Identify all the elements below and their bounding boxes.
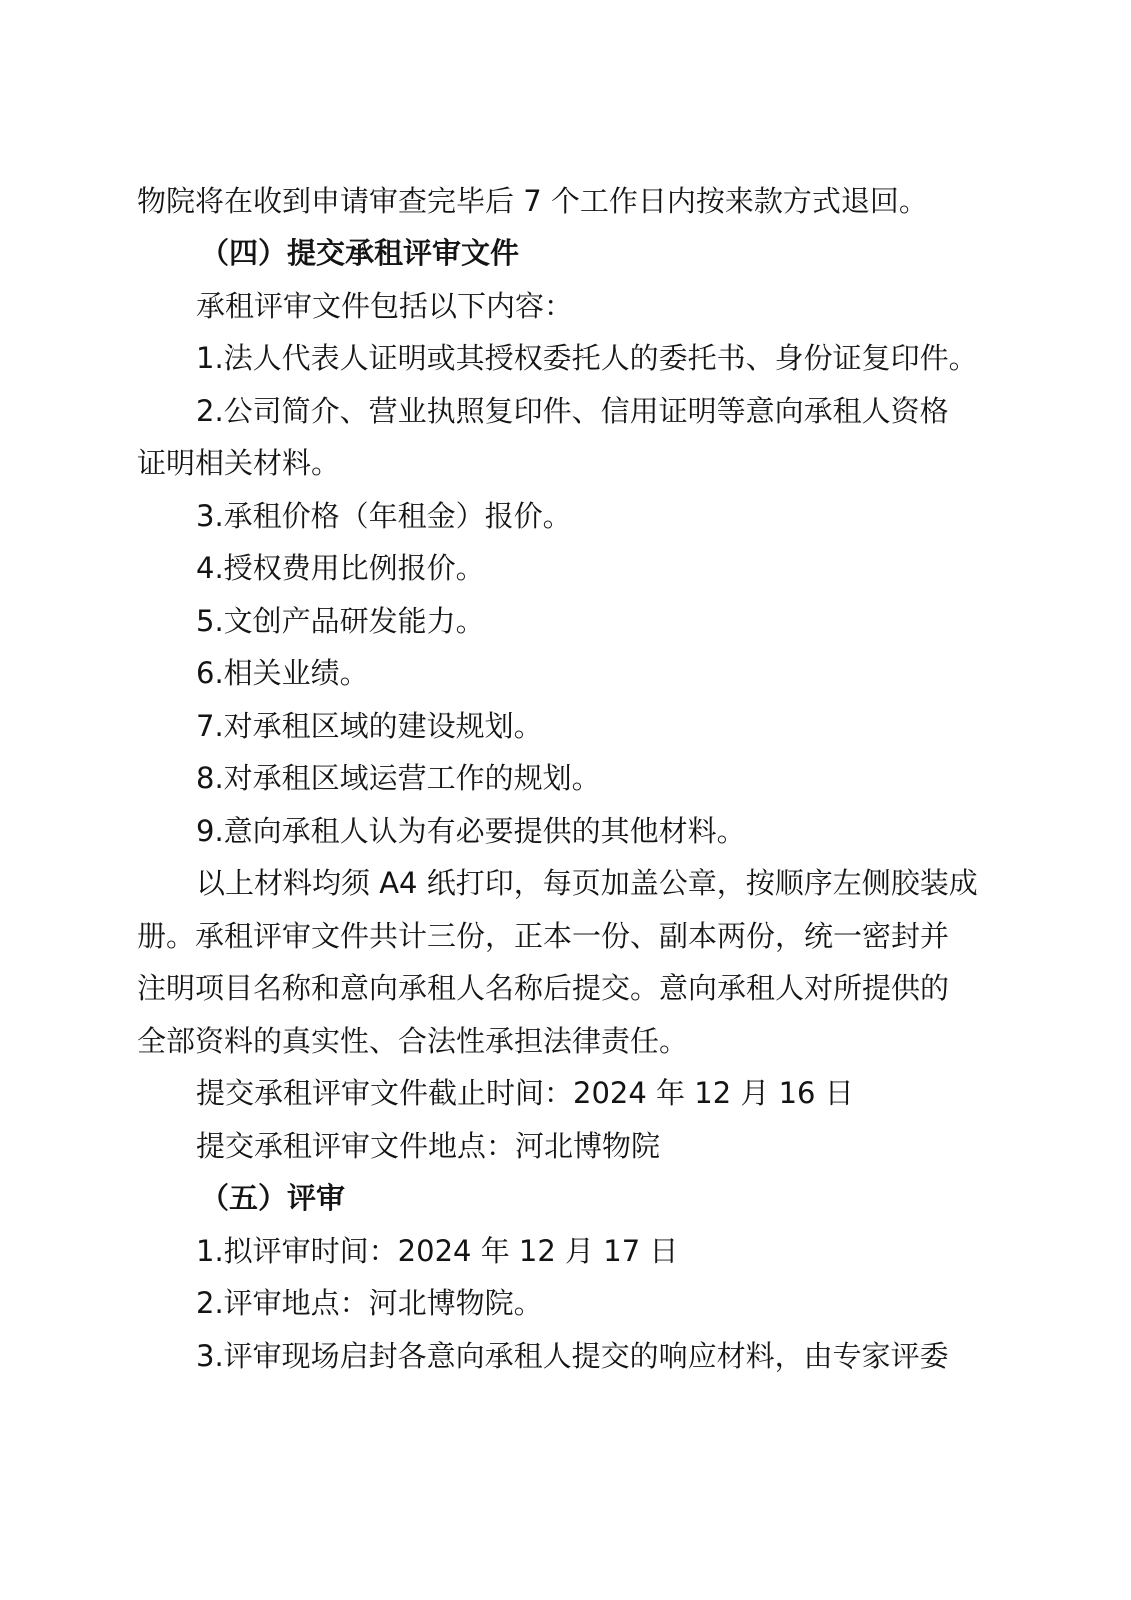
list-item-1: 1.法人代表人证明或其授权委托人的委托书、身份证复印件。	[196, 341, 978, 375]
list-item-2-continuation: 证明相关材料。	[137, 446, 341, 480]
list-item-3: 3.承租价格（年租金）报价。	[196, 499, 572, 533]
list-item-6: 6.相关业绩。	[196, 656, 369, 690]
section-heading-5: （五）评审	[200, 1181, 346, 1215]
review-item-3: 3.评审现场启封各意向承租人提交的响应材料，由专家评委	[196, 1339, 949, 1373]
review-item-1: 1.拟评审时间：2024 年 12 月 17 日	[196, 1234, 679, 1268]
list-item-8: 8.对承租区域运营工作的规划。	[196, 761, 601, 795]
list-item-7: 7.对承租区域的建设规划。	[196, 709, 543, 743]
list-item-2: 2.公司简介、营业执照复印件、信用证明等意向承租人资格	[196, 394, 949, 428]
paragraph-materials-line-4: 全部资料的真实性、合法性承担法律责任。	[137, 1024, 689, 1058]
list-item-5: 5.文创产品研发能力。	[196, 604, 485, 638]
paragraph-continuation-line: 物院将在收到申请审查完毕后 7 个工作日内按来款方式退回。	[137, 184, 928, 218]
paragraph-intro: 承租评审文件包括以下内容：	[196, 289, 574, 323]
paragraph-materials-line-2: 册。承租评审文件共计三份，正本一份、副本两份，统一密封并	[137, 919, 950, 953]
review-item-2: 2.评审地点：河北博物院。	[196, 1286, 543, 1320]
list-item-4: 4.授权费用比例报价。	[196, 551, 485, 585]
deadline-line: 提交承租评审文件截止时间：2024 年 12 月 16 日	[196, 1076, 854, 1110]
section-heading-4: （四）提交承租评审文件	[200, 236, 520, 270]
location-line: 提交承租评审文件地点：河北博物院	[196, 1129, 661, 1163]
paragraph-materials-line-3: 注明项目名称和意向承租人名称后提交。意向承租人对所提供的	[137, 971, 950, 1005]
list-item-9: 9.意向承租人认为有必要提供的其他材料。	[196, 814, 746, 848]
paragraph-materials-line-1: 以上材料均须 A4 纸打印，每页加盖公章，按顺序左侧胶装成	[196, 866, 978, 900]
